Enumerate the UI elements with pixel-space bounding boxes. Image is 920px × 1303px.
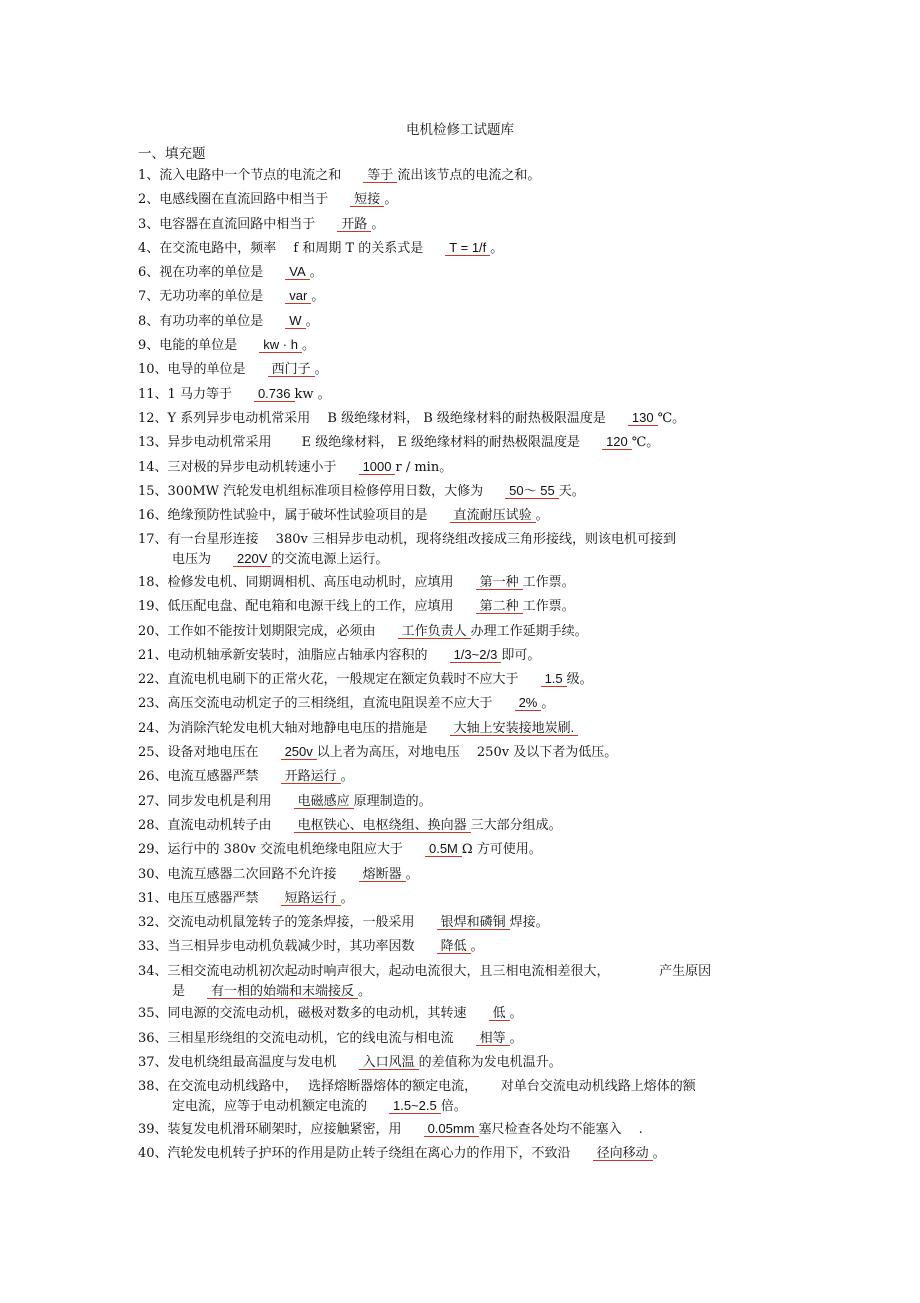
question-text: 装复发电机滑环刷架时，应接触紧密，用 — [167, 1121, 402, 1137]
question-text: 电容器在直流回路中相当于 — [159, 216, 316, 232]
answer-blank: var — [285, 288, 311, 304]
question-number: 19、 — [138, 599, 168, 615]
question-item — [138, 1029, 798, 1053]
question-text: 电动机轴承新安装时，油脂应占轴承内容积的 — [167, 647, 428, 663]
answer-blank: 入口风温 — [359, 1054, 419, 1070]
question-item — [138, 190, 798, 214]
question-text: 焊接。 — [509, 915, 549, 931]
question-text: 300MW 汽轮发电机组标准项目检修停用日数，大修为 — [167, 483, 484, 499]
question-text: 流入电路中一个节点的电流之和 — [159, 168, 342, 183]
question-item — [138, 433, 798, 457]
question-item — [138, 312, 798, 336]
question-text: 1 马力等于 — [167, 386, 232, 402]
question-text: 工作如不能按计划期限完成，必须由 — [167, 623, 376, 639]
question-text: 三相交流电动机初次起动时响声很大，起动电流很大，且三相电流相差很大， 产生原因 — [167, 963, 712, 979]
answer-blank: 120 — [602, 434, 632, 450]
question-number: 33、 — [138, 939, 168, 955]
question-item — [138, 385, 798, 409]
question-text: 以上者为高压，对地电压 250v 及以下者为低压。 — [316, 745, 618, 761]
answer-blank: 电磁感应 — [294, 793, 354, 809]
question-number: 37、 — [138, 1054, 168, 1070]
question-text: 。 — [311, 289, 325, 305]
question-item — [138, 1120, 798, 1144]
question-item — [138, 597, 798, 621]
question-text: 。 — [305, 313, 319, 329]
question-item — [138, 694, 798, 718]
question-number: 18、 — [138, 574, 168, 590]
question-item — [138, 409, 798, 433]
question-text: 。 — [405, 866, 419, 882]
question-number: 36、 — [138, 1030, 168, 1046]
question-number: 8、 — [138, 313, 160, 329]
question-item — [138, 889, 798, 913]
question-number: 15、 — [138, 483, 168, 499]
question-text: 电流互感器二次回路不允许接 — [167, 866, 337, 882]
question-text: 塞尺检查各处均不能塞入 . — [478, 1121, 643, 1137]
question-number: 35、 — [138, 1006, 168, 1022]
question-text: 。 — [509, 1030, 523, 1046]
question-item — [138, 719, 798, 743]
question-item — [138, 865, 798, 889]
question-continuation — [138, 550, 798, 570]
page-title: 电机检修工试题库 — [406, 122, 514, 138]
question-number: 13、 — [138, 435, 168, 451]
question-number: 14、 — [138, 459, 168, 475]
question-item — [138, 913, 798, 937]
question-item — [138, 670, 798, 694]
question-number: 9、 — [138, 338, 160, 354]
question-text: 电压为 — [172, 552, 212, 568]
question-text: 同电源的交流电动机，磁极对数多的电动机，其转速 — [167, 1006, 467, 1022]
question-text: 当三相异步电动机负载减少时，其功率因数 — [167, 939, 415, 955]
question-text: 在交流电路中，频率 f 和周期 T 的关系式是 — [159, 240, 424, 256]
section-heading: 一、填充题 — [138, 146, 206, 162]
question-text: 。 — [535, 508, 549, 524]
question-item — [138, 263, 798, 287]
question-text: 三相星形绕组的交流电动机，它的线电流与相电流 — [167, 1030, 454, 1046]
question-text: 电导的单位是 — [167, 362, 246, 378]
question-text: 直流电机电刷下的正常火花，一般规定在额定负载时不应大于 — [167, 672, 519, 688]
question-text: 定电流，应等于电动机额定电流的 — [172, 1099, 368, 1115]
question-number: 40、 — [138, 1145, 168, 1161]
answer-blank: VA — [285, 264, 309, 280]
answer-blank: W — [285, 313, 305, 329]
question-item — [138, 816, 798, 840]
question-number: 39、 — [138, 1121, 168, 1137]
question-text: 有一台星形连接 380v 三相异步电动机，现将绕组改接成三角形接线，则该电机可接到 — [167, 532, 676, 548]
question-text: 三大部分组成。 — [470, 817, 562, 833]
answer-blank: 熔断器 — [359, 866, 406, 882]
answer-blank: 等于 — [363, 167, 397, 183]
answer-blank: 250v — [281, 744, 317, 760]
question-text: ℃。 — [631, 435, 660, 451]
question-item — [138, 573, 798, 597]
question-text: Ω 方可使用。 — [461, 842, 542, 858]
question-item — [138, 646, 798, 670]
question-number: 29、 — [138, 842, 168, 858]
question-item — [138, 166, 798, 190]
question-number: 11、 — [138, 386, 168, 402]
question-number: 10、 — [138, 362, 168, 378]
question-item — [138, 215, 798, 239]
answer-blank: 银焊和磷铜 — [437, 914, 510, 930]
question-number: 22、 — [138, 672, 168, 688]
question-number: 20、 — [138, 623, 168, 639]
question-text: 。 — [301, 338, 315, 354]
question-item — [138, 530, 798, 573]
answer-blank: 短接 — [350, 191, 384, 207]
answer-blank: kw · h — [259, 337, 302, 353]
question-text: 。 — [470, 939, 484, 955]
question-number: 6、 — [138, 265, 160, 281]
question-text: 发电机绕组最高温度与发电机 — [167, 1054, 337, 1070]
question-text: 直流电动机转子由 — [167, 817, 272, 833]
question-number: 12、 — [138, 410, 168, 426]
question-text: kw 。 — [294, 386, 331, 402]
question-text: 工作票。 — [522, 574, 575, 590]
question-text: 高压交流电动机定子的三相绕组，直流电阻误差不应大于 — [167, 696, 493, 712]
answer-blank: 径向移动 — [593, 1145, 653, 1161]
question-text: 绝缘预防性试验中，属于破坏性试验项目的是 — [167, 508, 428, 524]
question-text: r / min。 — [395, 459, 453, 475]
question-number: 27、 — [138, 793, 168, 809]
answer-blank: 1.5 — [541, 671, 567, 687]
question-number: 2、 — [138, 192, 160, 208]
question-item — [138, 458, 798, 482]
question-item — [138, 937, 798, 961]
question-number: 28、 — [138, 817, 168, 833]
answer-blank: 电枢铁心、电枢绕组、换向器 — [294, 817, 471, 833]
question-item — [138, 792, 798, 816]
question-item — [138, 506, 798, 530]
answer-blank: 1/3~2/3 — [450, 647, 502, 663]
question-number: 34、 — [138, 963, 168, 979]
question-text: 原理制造的。 — [353, 793, 432, 809]
question-text: 天。 — [558, 483, 585, 499]
question-number: 17、 — [138, 532, 168, 548]
answer-blank: 直流耐压试验 — [450, 507, 536, 523]
answer-blank: 0.5M — [425, 841, 462, 857]
answer-blank: 130 — [628, 410, 658, 426]
question-text: 级。 — [566, 672, 593, 688]
question-number: 24、 — [138, 720, 168, 736]
question-text: 在交流电动机线路中， 选择熔断器熔体的额定电流， 对单台交流电动机线路上熔体的额 — [167, 1079, 696, 1095]
question-item — [138, 1077, 798, 1120]
question-text: 。 — [509, 1006, 523, 1022]
answer-blank: 短路运行 — [281, 890, 341, 906]
question-continuation — [138, 1097, 798, 1117]
answer-blank: 大轴上安装接地炭刷. — [450, 720, 579, 736]
question-number: 26、 — [138, 769, 168, 785]
question-text: 。 — [340, 890, 354, 906]
answer-blank: 第一种 — [476, 574, 523, 590]
question-text: 流出该节点的电流之和。 — [397, 168, 541, 183]
answer-blank: 有一相的始端和末端接反 — [207, 983, 358, 999]
question-text: 。 — [490, 240, 504, 256]
question-text: ℃。 — [657, 410, 686, 426]
question-text: 为消除汽轮发电机大轴对地静电电压的措施是 — [167, 720, 428, 736]
question-number: 30、 — [138, 866, 168, 882]
question-text: 检修发电机、同期调相机、高压电动机时，应填用 — [167, 574, 454, 590]
question-item — [138, 840, 798, 864]
question-item — [138, 962, 798, 1005]
question-number: 7、 — [138, 289, 160, 305]
question-item — [138, 743, 798, 767]
question-number: 21、 — [138, 647, 168, 663]
question-text: 交流电动机鼠笼转子的笼条焊接，一般采用 — [167, 915, 415, 931]
question-text: 。 — [652, 1145, 666, 1161]
question-text: 。 — [358, 983, 372, 999]
question-text: Y 系列异步电动机常采用 B 级绝缘材料， B 级绝缘材料的耐热极限温度是 — [167, 410, 606, 426]
question-continuation — [138, 982, 798, 1002]
answer-blank: 降低 — [437, 938, 471, 954]
question-item — [138, 360, 798, 384]
question-list — [138, 166, 798, 1168]
question-text: 电感线圈在直流回路中相当于 — [159, 192, 329, 208]
answer-blank: 开路 — [337, 216, 371, 232]
question-text: 无功功率的单位是 — [159, 289, 264, 305]
answer-blank: 开路运行 — [281, 768, 341, 784]
question-text: 的交流电源上运行。 — [271, 552, 389, 568]
question-text: 有功功率的单位是 — [159, 313, 264, 329]
question-text: 低压配电盘、配电箱和电源干线上的工作，应填用 — [167, 599, 454, 615]
question-number: 32、 — [138, 915, 168, 931]
answer-blank: 1000 — [359, 459, 396, 475]
answer-blank: 50～ 55 — [505, 483, 559, 499]
question-text: 设备对地电压在 — [167, 745, 259, 761]
question-item — [138, 336, 798, 360]
answer-blank: 工作负责人 — [398, 623, 471, 639]
answer-blank: 西门子 — [268, 361, 315, 377]
answer-blank: 第二种 — [476, 598, 523, 614]
question-text: 汽轮发电机转子护环的作用是防止转子绕组在离心力的作用下，不致沿 — [167, 1145, 571, 1161]
question-number: 3、 — [138, 216, 160, 232]
question-number: 23、 — [138, 696, 168, 712]
question-text: 电流互感器严禁 — [167, 769, 259, 785]
question-text: 倍。 — [440, 1099, 467, 1115]
answer-blank: 0.736 — [254, 386, 295, 402]
question-item — [138, 482, 798, 506]
question-number: 25、 — [138, 745, 168, 761]
question-item — [138, 767, 798, 791]
question-text: 。 — [371, 216, 385, 232]
question-text: 是 — [172, 983, 186, 999]
question-text: 电压互感器严禁 — [167, 890, 259, 906]
answer-blank: 2% — [515, 695, 542, 711]
question-item — [138, 622, 798, 646]
question-item — [138, 1004, 798, 1028]
question-text: 视在功率的单位是 — [159, 265, 264, 281]
question-text: 办理工作延期手续。 — [470, 623, 588, 639]
answer-blank: 220V — [233, 551, 271, 567]
question-text: 异步电动机常采用 E 级绝缘材料， E 级绝缘材料的耐热极限温度是 — [167, 435, 581, 451]
question-item — [138, 1144, 798, 1168]
question-number: 4、 — [138, 240, 160, 256]
question-text: 。 — [340, 769, 354, 785]
answer-blank: T = 1/f — [445, 240, 490, 256]
answer-blank: 相等 — [476, 1030, 510, 1046]
question-item — [138, 1053, 798, 1077]
question-text: 。 — [384, 192, 398, 208]
question-item — [138, 239, 798, 263]
question-number: 31、 — [138, 890, 168, 906]
question-text: 即可。 — [501, 647, 541, 663]
answer-blank: 1.5~2.5 — [389, 1098, 441, 1114]
question-text: 。 — [314, 362, 328, 378]
question-text: 工作票。 — [522, 599, 575, 615]
question-text: 电能的单位是 — [159, 338, 238, 354]
question-item — [138, 287, 798, 311]
question-text: 。 — [309, 265, 323, 281]
answer-blank: 0.05mm — [424, 1121, 479, 1137]
question-text: 同步发电机是利用 — [167, 793, 272, 809]
question-text: 运行中的 380v 交流电机绝缘电阻应大于 — [167, 842, 403, 858]
question-number: 1、 — [138, 168, 160, 183]
question-number: 38、 — [138, 1079, 168, 1095]
question-text: 的差值称为发电机温升。 — [418, 1054, 562, 1070]
answer-blank: 低 — [489, 1005, 510, 1021]
question-text: 。 — [541, 696, 555, 712]
question-number: 16、 — [138, 508, 168, 524]
question-text: 三对极的异步电动机转速小于 — [167, 459, 337, 475]
